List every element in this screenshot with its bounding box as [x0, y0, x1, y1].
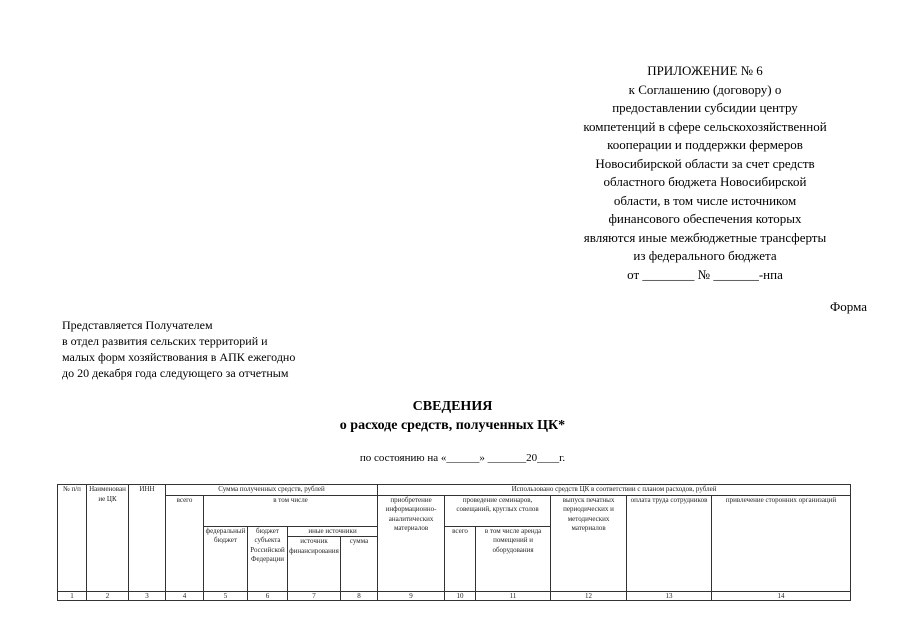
- header-center-name: Наименование ЦК: [87, 485, 129, 592]
- form-label: Форма: [830, 299, 867, 314]
- appendix-line: от ________ № _______-нпа: [627, 266, 783, 282]
- submission-note: [62, 317, 362, 381]
- header-funding-source: источник финансирования: [288, 537, 341, 592]
- header-info-materials: приобретение информационно-аналитических материалов: [378, 495, 445, 592]
- header-regional-budget: бюджет субъекта Российской Федерации: [248, 526, 288, 592]
- appendix-line: финансового обеспечения которых: [608, 211, 802, 226]
- as-of-date-line: по состоянию на «______» _______20____г.: [359, 452, 566, 464]
- appendix-line: ПРИЛОЖЕНИЕ № 6: [647, 63, 763, 78]
- appendix-header: [545, 62, 865, 284]
- header-other-sources: иные источники: [288, 526, 378, 537]
- header-including: в том числе: [204, 495, 378, 526]
- appendix-line: кооперации и поддержки фермеров: [607, 137, 803, 152]
- header-federal-budget: федеральный бюджет: [204, 526, 248, 592]
- submission-note-line: в отдел развития сельских территорий и: [62, 334, 268, 348]
- column-number: 7: [288, 592, 341, 601]
- submission-note-line: Представляется Получателем: [62, 318, 213, 332]
- header-third-parties: привлечение сторонних организаций: [712, 495, 851, 592]
- header-used-funds: Использовано средств ЦК в соответствии с планом расходов, рублей: [378, 485, 851, 496]
- appendix-line: Новосибирской области за счет средств: [595, 155, 815, 171]
- appendix-line: областного бюджета Новосибирской: [603, 174, 807, 189]
- expense-report-table: [57, 484, 851, 601]
- appendix-line: являются иные межбюджетные трансферты: [583, 229, 827, 245]
- appendix-line: предоставлении субсидии центру: [612, 100, 798, 115]
- column-number: 6: [248, 592, 288, 601]
- column-number: 5: [204, 592, 248, 601]
- appendix-line: к Соглашению (договору) о: [628, 81, 782, 97]
- header-seminars-total: всего: [445, 526, 476, 592]
- appendix-line: области, в том числе источником: [613, 192, 797, 208]
- header-inn: ИНН: [129, 485, 166, 592]
- column-number: 2: [87, 592, 129, 601]
- column-number: 12: [551, 592, 627, 601]
- header-print-materials: выпуск печатных периодических и методических материалов: [551, 495, 627, 592]
- document-title: СВЕДЕНИЯ: [412, 399, 493, 414]
- header-row-number: № п/п: [58, 485, 87, 592]
- column-number: 13: [627, 592, 712, 601]
- column-number: 1: [58, 592, 87, 601]
- submission-note-line: малых форм хозяйствования в АПК ежегодно: [62, 350, 296, 364]
- document-subtitle: о расходе средств, полученных ЦК*: [339, 418, 566, 433]
- column-number: 8: [341, 592, 378, 601]
- column-number: 14: [712, 592, 851, 601]
- column-number: 11: [476, 592, 551, 601]
- submission-note-line: до 20 декабря года следующего за отчетным: [62, 366, 289, 380]
- header-received-sum: Сумма полученных средств, рублей: [166, 485, 378, 496]
- header-staff-salary: оплата труда сотрудников: [627, 495, 712, 592]
- appendix-line: компетенций в сфере сельскохозяйственной: [583, 118, 827, 134]
- header-seminars: проведение семинаров, совещаний, круглых столов: [445, 495, 551, 526]
- header-sum-total: всего: [166, 495, 204, 592]
- header-rent: в том числе аренда помещений и оборудования: [476, 526, 551, 592]
- column-number: 10: [445, 592, 476, 601]
- column-number: 3: [129, 592, 166, 601]
- column-number: 9: [378, 592, 445, 601]
- header-amount: сумма: [341, 537, 378, 592]
- appendix-line: из федерального бюджета: [633, 248, 777, 263]
- column-number: 4: [166, 592, 204, 601]
